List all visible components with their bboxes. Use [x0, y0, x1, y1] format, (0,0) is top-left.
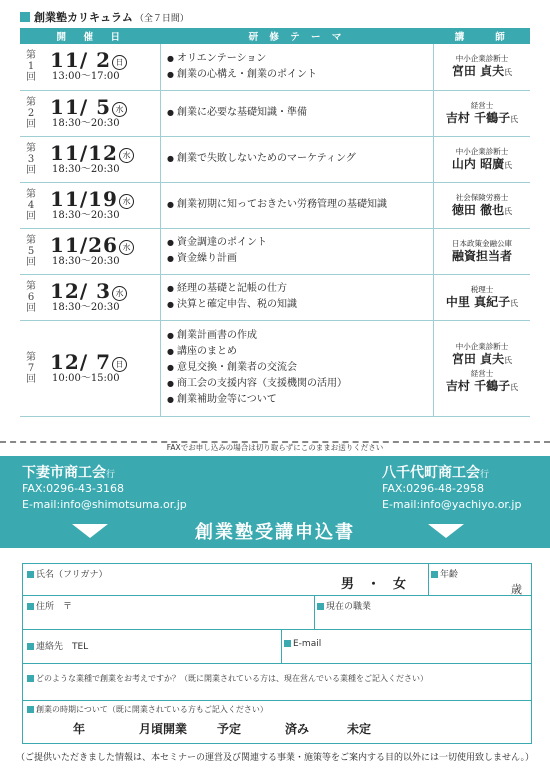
lecturer-title: 中小企業診断士 [455, 342, 509, 351]
square-icon [27, 603, 34, 610]
org-left-suffix: 行 [106, 470, 116, 480]
header-date: 開 催 日 [20, 28, 161, 44]
age-unit: 歳 [511, 583, 522, 596]
table-row [20, 136, 530, 182]
session-number: 第 7 回 [20, 320, 42, 416]
theme-item: ● 創業初期に知っておきたい労務管理の基礎知識 [167, 197, 433, 213]
curriculum-title [20, 9, 189, 25]
date-text: 11/ 2 [50, 48, 112, 73]
lecturer-name: 吉村 千鶴子氏 [445, 379, 519, 393]
time-text: 18:30〜20:30 [52, 209, 120, 221]
curriculum-table [20, 28, 530, 417]
lecturer-title: 経営士 [470, 369, 494, 378]
timing-month: 月頃開業 [139, 722, 188, 736]
timing-done[interactable]: 済み [285, 722, 310, 736]
org-left-name [22, 462, 115, 482]
lecturer-name: 融資担当者 [451, 248, 512, 263]
business-label: どのような業種で創業をお考えですか？（既に開業されている方は、現在営んでいる業種をご記入ください） [36, 674, 428, 683]
address-field[interactable] [27, 599, 72, 612]
org-right-name [382, 462, 489, 482]
timing-planned[interactable]: 予定 [217, 722, 242, 736]
theme-item: ● 商工会の支援内容（支援機関の活用） [167, 376, 433, 392]
session-number: 第 5 回 [20, 228, 42, 274]
time-text: 18:30〜20:30 [52, 255, 120, 267]
date-text: 12/ 3 [50, 278, 112, 303]
submission-band [0, 456, 550, 548]
lecturer-title: 経営士 [470, 100, 494, 110]
org-right-suffix: 行 [480, 470, 490, 480]
square-icon [27, 571, 34, 578]
privacy-note: （ご提供いただきました情報は、本セミナーの運営及び関連する事業・施策等をご案内する目的以外には一切使用致しません。） [15, 753, 535, 763]
square-icon [20, 12, 30, 22]
session-lecturer [434, 228, 531, 274]
theme-item: ● 資金調達のポイント [167, 235, 433, 251]
date-text: 11/ 5 [50, 94, 112, 119]
session-date [42, 274, 161, 320]
header-lecturer: 講 師 [434, 28, 531, 44]
lecturer-name: 徳田 徹也氏 [451, 202, 513, 217]
weekday-badge: 水 [119, 194, 134, 209]
lecturer-title: 日本政策金融公庫 [452, 238, 512, 248]
session-lecturer [434, 182, 531, 228]
session-number: 第 4 回 [20, 182, 42, 228]
org-right-name-text: 八千代町商工会 [382, 465, 480, 481]
weekday-badge: 水 [112, 102, 127, 117]
tel-field[interactable] [27, 639, 88, 652]
job-label: 現在の職業 [326, 602, 372, 612]
square-icon [27, 675, 34, 682]
date-text: 11/12 [50, 140, 118, 165]
session-lecturer [434, 90, 531, 136]
tel-label: 連絡先 TEL [36, 642, 89, 652]
org-right-email[interactable]: E-mail:info@yachiyo.or.jp [382, 498, 522, 511]
theme-item: ● 講座のまとめ [167, 344, 433, 360]
theme-item: ● 創業で失敗しないためのマーケティング [167, 151, 433, 167]
timing-undecided[interactable]: 未定 [347, 722, 372, 736]
session-date [42, 228, 161, 274]
name-field[interactable] [27, 567, 108, 580]
theme-item: ● 経理の基礎と記帳の仕方 [167, 281, 433, 297]
session-themes [161, 136, 434, 182]
curriculum-title-sub: （全７日間） [134, 13, 189, 24]
session-themes [161, 228, 434, 274]
session-themes [161, 274, 434, 320]
session-number: 第 3 回 [20, 136, 42, 182]
date-text: 11/26 [50, 232, 118, 257]
weekday-badge: 水 [119, 148, 134, 163]
form-title: 創業塾受講申込書 [195, 522, 355, 543]
lecturer-name: 宮田 貞夫氏 [451, 352, 513, 366]
table-row [20, 182, 530, 228]
timing-year: 年 [73, 722, 86, 736]
job-field[interactable] [317, 599, 371, 612]
weekday-badge: 水 [112, 286, 127, 301]
application-form [22, 563, 532, 744]
time-text: 10:00〜15:00 [52, 372, 120, 384]
session-date [42, 90, 161, 136]
date-text: 11/19 [50, 186, 118, 211]
weekday-badge: 日 [112, 55, 127, 70]
email-label: E-mail [293, 639, 322, 649]
session-date [42, 44, 161, 90]
theme-item: ● 創業に必要な基礎知識・準備 [167, 105, 433, 121]
session-date [42, 320, 161, 416]
session-themes [161, 90, 434, 136]
session-themes [161, 182, 434, 228]
email-field[interactable] [284, 639, 321, 649]
curriculum-title-text: 創業塾カリキュラム [34, 11, 133, 24]
square-icon [317, 603, 324, 610]
session-lecturer [434, 136, 531, 182]
table-row [20, 274, 530, 320]
lecturer-name: 中里 真紀子氏 [445, 294, 519, 309]
fax-note-text: FAXでお申し込みの場合は切り取らずにこのままお送りください [163, 443, 387, 452]
square-icon [284, 640, 291, 647]
session-date [42, 182, 161, 228]
session-lecturer [434, 44, 531, 90]
theme-item: ● 資金繰り計画 [167, 251, 433, 267]
lecturer-title: 社会保険労務士 [455, 192, 509, 202]
age-field[interactable] [431, 567, 458, 580]
session-themes [161, 44, 434, 90]
square-icon [27, 706, 34, 713]
time-text: 18:30〜20:30 [52, 163, 120, 175]
timing-field[interactable] [27, 704, 268, 715]
name-label: 氏名（フリガナ） [36, 570, 108, 580]
lecturer-name: 宮田 貞夫氏 [451, 64, 513, 79]
session-number: 第 6 回 [20, 274, 42, 320]
date-text: 12/ 7 [50, 349, 112, 374]
session-lecturer [434, 320, 531, 416]
business-field[interactable] [27, 673, 428, 684]
header-theme: 研 修 テ ー マ [161, 28, 434, 44]
lecturer-name: 吉村 千鶴子氏 [445, 110, 519, 125]
square-icon [27, 643, 34, 650]
lecturer-title: 中小企業診断士 [455, 54, 509, 64]
lecturer-title: 税理士 [470, 284, 494, 294]
weekday-badge: 水 [119, 240, 134, 255]
time-text: 18:30〜20:30 [52, 117, 120, 129]
table-row [20, 44, 530, 90]
square-icon [431, 571, 438, 578]
session-lecturer [434, 274, 531, 320]
theme-item: ● 意見交換・創業者の交流会 [167, 360, 433, 376]
table-row [20, 90, 530, 136]
session-date [42, 136, 161, 182]
weekday-badge: 日 [112, 357, 127, 372]
org-left-fax: FAX:0296-43-3168 [22, 482, 125, 495]
theme-item: ● 創業補助金等について [167, 392, 433, 408]
lecturer-title: 中小企業診断士 [455, 146, 509, 156]
session-themes [161, 320, 434, 416]
time-text: 13:00〜17:00 [52, 71, 120, 83]
theme-item: ● 創業計画書の作成 [167, 328, 433, 344]
fax-note [0, 442, 550, 453]
table-row [20, 228, 530, 274]
session-number: 第 1 回 [20, 44, 42, 90]
theme-item: ● オリエンテーション [167, 51, 433, 67]
gender-field[interactable]: 男 ・ 女 [341, 577, 407, 592]
time-text: 18:30〜20:30 [52, 301, 120, 313]
session-number: 第 2 回 [20, 90, 42, 136]
lecturer-name: 山内 昭廣氏 [451, 156, 513, 171]
org-right-fax: FAX:0296-48-2958 [382, 482, 485, 495]
address-label: 住所 〒 [36, 602, 73, 612]
table-row [20, 320, 530, 416]
timing-label: 創業の時期について（既に開業されている方もご記入ください） [36, 705, 268, 714]
org-left-email[interactable]: E-mail:info@shimotsuma.or.jp [22, 498, 187, 511]
age-label: 年齢 [440, 570, 459, 580]
theme-item: ● 創業の心構え・創業のポイント [167, 67, 433, 83]
org-left-name-text: 下妻市商工会 [22, 465, 106, 481]
theme-item: ● 決算と確定申告、税の知識 [167, 297, 433, 313]
